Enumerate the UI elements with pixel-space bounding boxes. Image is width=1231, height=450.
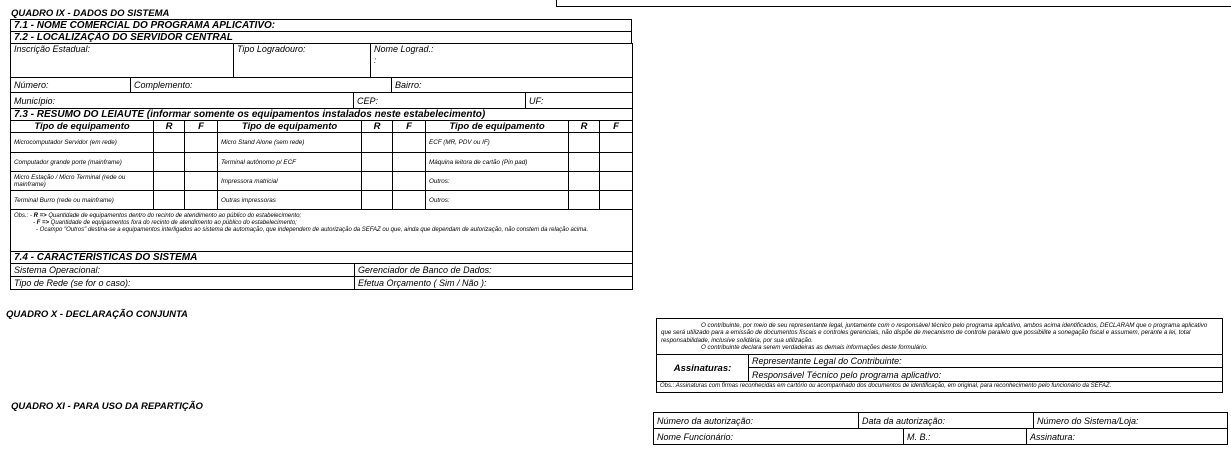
localizacao-table (10, 43, 633, 78)
mb-field[interactable] (904, 429, 1027, 445)
equip-r-input[interactable] (362, 133, 393, 153)
equip-f-input[interactable] (393, 172, 426, 191)
caracteristicas-table (10, 251, 633, 290)
quadro-xi-title: QUADRO XI - PARA USO DA REPARTIÇÃO (11, 401, 203, 412)
data-autorizacao-label: Data da autorização: (862, 415, 946, 426)
equip-r-input[interactable] (362, 191, 393, 210)
bairro-label: Bairro: (395, 80, 422, 90)
uso-reparticao-box (653, 412, 1227, 445)
equip-row (11, 172, 633, 191)
numero-autorizacao-label: Número da autorização: (657, 415, 754, 426)
quadro-ix-form (10, 19, 632, 290)
equip-row (11, 133, 633, 153)
equip-r-input[interactable] (154, 172, 185, 191)
equip-f-input[interactable] (185, 172, 218, 191)
equip-f-input[interactable] (600, 191, 633, 210)
gerenciador-banco-field[interactable] (355, 264, 633, 277)
equip-header-f: F (185, 121, 218, 133)
gerenciador-banco-label: Gerenciador de Banco de Dados: (358, 265, 492, 275)
equip-r-input[interactable] (154, 153, 185, 172)
equip-header-f: F (600, 121, 633, 133)
tipo-rede-field[interactable] (11, 277, 355, 290)
numero-autorizacao-field[interactable] (654, 413, 859, 429)
efetua-orcamento-field[interactable] (355, 277, 633, 290)
uf-label: UF: (529, 95, 544, 106)
equip-header-tipo: Tipo de equipamento (218, 121, 362, 133)
equip-name: Microcomputador Servidor (em rede) (11, 133, 154, 153)
municipio-table (10, 92, 633, 109)
representante-legal-label: Representante Legal do Contribuinte: (752, 356, 902, 367)
equip-name: Micro Estação / Micro Terminal (rede ou mainframe) (11, 172, 154, 191)
reparticao-table-row2 (653, 428, 1228, 445)
equip-f-input[interactable] (185, 133, 218, 153)
leiaute-notes (11, 210, 633, 252)
note-text-f: Quantidade de equipamentos fora do recinto de atendimento ao público do estabelecimento; (49, 220, 297, 226)
equip-header-f: F (393, 121, 426, 133)
quadro-ix-title: QUADRO IX - DADOS DO SISTEMA (11, 8, 170, 19)
equip-header-tipo: Tipo de equipamento (426, 121, 569, 133)
equip-name: Impressora matricial (218, 172, 362, 191)
equip-f-input[interactable] (600, 153, 633, 172)
section-7-2-localizacao: 7.2 - LOCALIZAÇÃO DO SERVIDOR CENTRAL (11, 32, 632, 44)
tipo-logradouro-label: Tipo Logradouro: (237, 44, 306, 54)
equip-name: Micro Stand Alone (sem rede) (218, 133, 362, 153)
equip-r-input[interactable] (569, 191, 600, 210)
equip-name: Computador grande porte (mainframe) (11, 153, 154, 172)
equip-name: Terminal autônomo p/ ECF (218, 153, 362, 172)
note-r (14, 213, 629, 220)
equip-f-input[interactable] (185, 191, 218, 210)
numero-sistema-label: Número do Sistema/Loja: (1037, 415, 1139, 426)
declaracao-table (656, 318, 1223, 393)
complemento-field[interactable] (131, 78, 392, 93)
equip-f-input[interactable] (393, 191, 426, 210)
equip-name: Outras impressoras (218, 191, 362, 210)
cep-field[interactable] (354, 93, 526, 109)
equip-r-input[interactable] (362, 153, 393, 172)
sistema-operacional-label: Sistema Operacional: (14, 265, 101, 275)
cep-label: CEP: (357, 95, 379, 106)
note-code-r: R => (33, 213, 47, 219)
equip-f-input[interactable] (185, 153, 218, 172)
note-prefix: - (33, 220, 37, 226)
section-7-1-nome-comercial[interactable]: 7.1 - NOME COMERCIAL DO PROGRAMA APLICATIVO: (11, 20, 632, 32)
equip-name: Outros: (426, 191, 569, 210)
equip-r-input[interactable] (569, 153, 600, 172)
assinatura-field[interactable] (1027, 429, 1228, 445)
data-autorizacao-field[interactable] (859, 413, 1034, 429)
equip-f-input[interactable] (600, 133, 633, 153)
numero-sistema-field[interactable] (1034, 413, 1228, 429)
note-code-f: F => (36, 220, 50, 226)
quadro-x-title: QUADRO X - DECLARAÇÃO CONJUNTA (6, 309, 188, 320)
mb-label: M. B.: (907, 431, 931, 442)
equip-r-input[interactable] (569, 172, 600, 191)
responsavel-tecnico-label: Responsável Técnico pelo programa aplicativo: (752, 369, 942, 380)
equip-r-input[interactable] (569, 133, 600, 153)
nome-funcionario-label: Nome Funcionário: (657, 431, 734, 442)
numero-label: Número: (14, 80, 49, 90)
uf-field[interactable] (526, 93, 633, 109)
representante-legal-field[interactable] (749, 355, 1223, 368)
complemento-label: Complemento: (134, 80, 193, 90)
note-text-r: Quantidade de equipamentos dentro do recinto de atendimento ao público do estabelecimento; (46, 213, 302, 219)
equip-header-r: R (569, 121, 600, 133)
nome-logradouro-field[interactable] (371, 44, 633, 78)
declaracao-veracidade: O contribuinte declara serem verdadeiras as demais informações deste formulário. (701, 343, 928, 351)
bairro-field[interactable] (392, 78, 633, 93)
equip-f-input[interactable] (393, 153, 426, 172)
equip-f-input[interactable] (600, 172, 633, 191)
reparticao-table-row1 (653, 412, 1228, 429)
tipo-rede-label: Tipo de Rede (se for o caso): (14, 278, 131, 288)
dados-sistema-table (10, 19, 632, 44)
equip-name: Outros: (426, 172, 569, 191)
equip-r-input[interactable] (154, 191, 185, 210)
declaracao-text (657, 319, 1223, 355)
responsavel-tecnico-field[interactable] (749, 368, 1223, 382)
municipio-field[interactable] (11, 93, 354, 109)
equip-row (11, 153, 633, 172)
declaracao-conjunta-box (656, 318, 1222, 393)
note-f (14, 220, 629, 227)
equip-name: ECF (MR, PDV ou IF) (426, 133, 569, 153)
top-right-frame (556, 0, 1231, 7)
sistema-operacional-field[interactable] (11, 264, 355, 277)
equip-r-input[interactable] (362, 172, 393, 191)
equip-row (11, 191, 633, 210)
inscricao-estadual-label: Inscrição Estadual: (14, 44, 91, 54)
assinaturas-obs: Obs.: Assinaturas com firmas reconhecidas em cartório ou acompanhado dos documentos de identificação, em original, para reconhecimento pelo funcionário da SEFAZ. (657, 382, 1223, 393)
equip-name: Terminal Burro (rede ou mainframe) (11, 191, 154, 210)
assinatura-label: Assinatura: (1030, 431, 1076, 442)
leiaute-table (10, 108, 633, 252)
equip-name: Máquina leitora de cartão (Pin pad) (426, 153, 569, 172)
equip-r-input[interactable] (154, 133, 185, 153)
inscricao-estadual-field[interactable] (11, 44, 234, 78)
equip-header-r: R (362, 121, 393, 133)
efetua-orcamento-label: Efetua Orçamento ( Sim / Não ): (358, 278, 487, 288)
numero-field[interactable] (11, 78, 131, 93)
municipio-label: Município: (14, 95, 56, 106)
equip-f-input[interactable] (393, 133, 426, 153)
endereco-table (10, 77, 633, 93)
equip-header-r: R (154, 121, 185, 133)
note-outros: - Ocampo "Outros" destina-se a equipamentos interligados ao sistema de automação, que independem de autorização da SEFAZ ou que, ainda que dependam de autorização, não constem da relação acima. (36, 227, 589, 233)
nome-logradouro-label: Nome Lograd.: (374, 44, 434, 54)
assinaturas-label: Assinaturas: (657, 355, 749, 382)
nome-logradouro-cont: : (374, 56, 377, 65)
equip-header-tipo: Tipo de equipamento (11, 121, 154, 133)
tipo-logradouro-field[interactable] (234, 44, 371, 78)
note-prefix: Obs.: - (14, 213, 34, 219)
declaracao-paragraph: O contribuinte, por meio de seu representante legal, juntamente com o responsável técnico pelo programa aplicativo, ambos acima identificados, DECLARAM que o programa aplicativo que será utilizado para a emissão de documentos fiscais e controles gerenciais, não dispõe de mecanismo de controle paralelo que possibilite a sonegação fiscal e assumem, perante a lei, total responsabilidade, inclusive solidária, por sua utilização. (661, 322, 1208, 344)
section-7-4-caracteristicas: 7.4 - CARACTERÍSTICAS DO SISTEMA (11, 252, 633, 264)
nome-funcionario-field[interactable] (654, 429, 904, 445)
section-7-3-resumo-leiaute: 7.3 - RESUMO DO LEIAUTE (informar somente os equipamentos instalados neste estabelecimento) (11, 109, 633, 121)
